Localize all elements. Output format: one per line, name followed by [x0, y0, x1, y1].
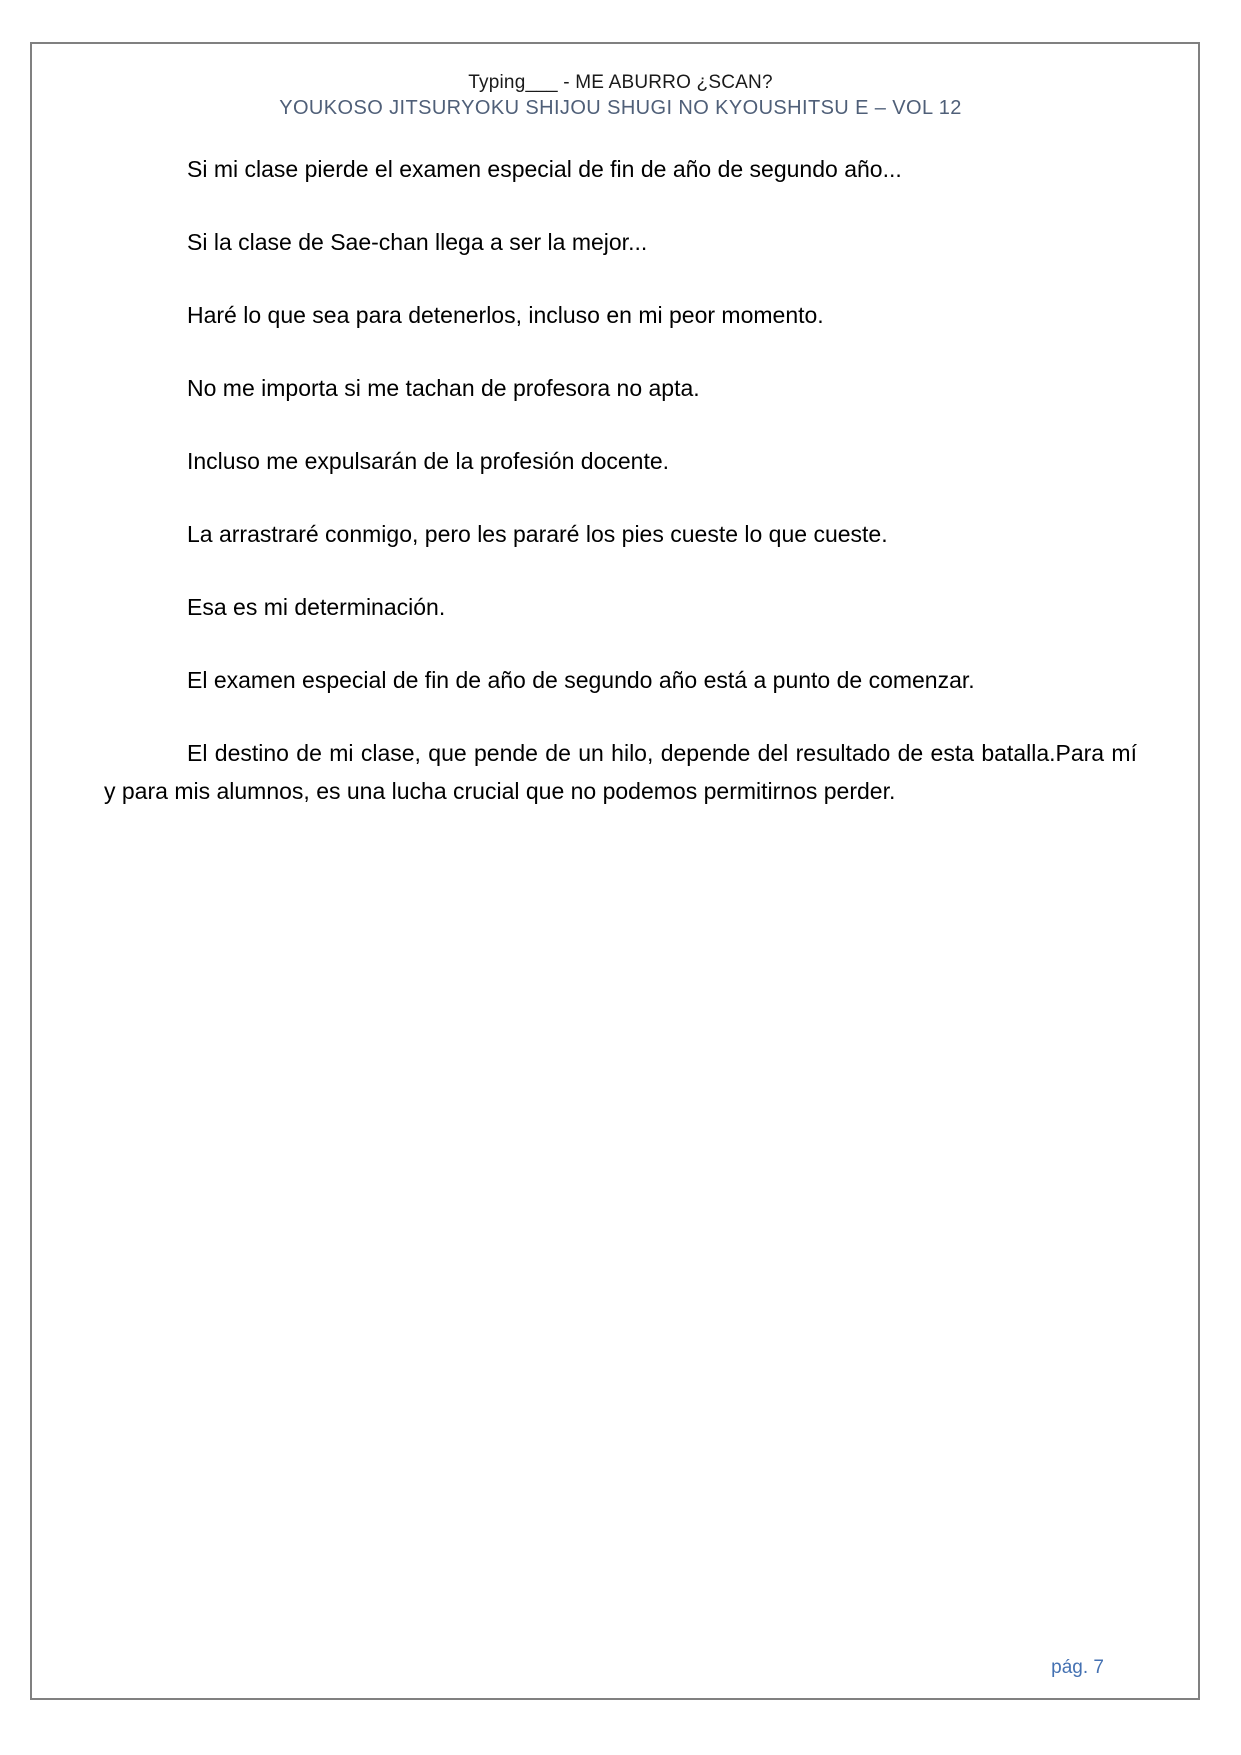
paragraph: El destino de mi clase, que pende de un hilo, depende del resultado de esta batalla.Para mí y para mis alumnos, es una lucha crucial que no podemos permitirnos perder. [104, 740, 1137, 804]
paragraph: Incluso me expulsarán de la profesión docente. [187, 448, 670, 474]
page-header [0, 71, 1241, 122]
page-number: pág. 7 [1051, 1657, 1104, 1678]
header-subtitle: YOUKOSO JITSURYOKU SHIJOU SHUGI NO KYOUSHITSU E – VOL 12 [279, 97, 962, 119]
paragraph: La arrastraré conmigo, pero les pararé los pies cueste lo que cueste. [187, 521, 888, 547]
paragraph: No me importa si me tachan de profesora no apta. [187, 375, 700, 401]
paragraph: Esa es mi determinación. [187, 594, 446, 620]
paragraph: El examen especial de fin de año de segundo año está a punto de comenzar. [187, 667, 975, 693]
header-title: Typing___ - ME ABURRO ¿SCAN? [468, 72, 773, 93]
paragraph: Si mi clase pierde el examen especial de fin de año de segundo año... [187, 156, 902, 182]
document-body [104, 150, 1137, 845]
paragraph: Si la clase de Sae-chan llega a ser la mejor... [187, 229, 648, 255]
paragraph: Haré lo que sea para detenerlos, incluso en mi peor momento. [187, 302, 824, 328]
